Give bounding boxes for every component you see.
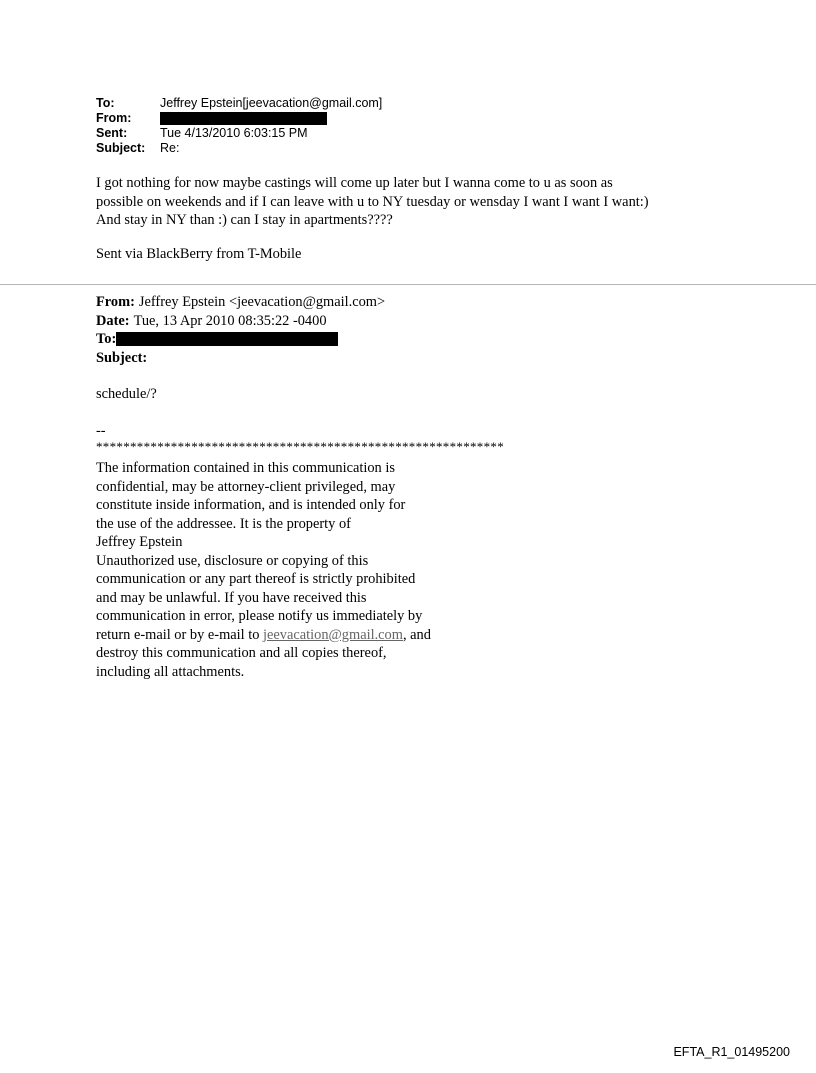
subject-row	[96, 141, 382, 156]
disclaimer-line: The information contained in this communication is	[96, 460, 395, 476]
sent-label: Sent:	[96, 126, 128, 140]
to-value: Jeffrey Epstein[jeevacation@gmail.com]	[160, 96, 383, 110]
message-divider	[0, 284, 816, 285]
document-id: EFTA_R1_01495200	[673, 1045, 790, 1059]
quoted-subject-row	[96, 349, 385, 368]
quoted-from-value: Jeffrey Epstein <jeevacation@gmail.com>	[138, 294, 386, 310]
disclaimer-text: return e-mail or by e-mail to	[96, 626, 264, 643]
message-line-3: And stay in NY than :) can I stay in apartments????	[96, 212, 393, 228]
quoted-date-value: Tue, 13 Apr 2010 08:35:22 -0400	[133, 312, 327, 329]
quoted-to-row	[96, 330, 385, 349]
disclaimer-line-with-link	[96, 626, 431, 645]
redaction-bar	[116, 332, 338, 346]
quoted-date-row	[96, 312, 385, 331]
disclaimer-line: Jeffrey Epstein	[96, 534, 183, 550]
disclaimer-line: communication in error, please notify us immediately by	[96, 608, 423, 624]
quoted-from-label: From:	[96, 294, 135, 310]
quoted-date-label: Date:	[96, 312, 130, 329]
quoted-to-label: To:	[96, 331, 117, 347]
disclaimer-line: communication or any part thereof is strictly prohibited	[96, 571, 416, 587]
message-signature: Sent via BlackBerry from T-Mobile	[96, 246, 302, 262]
message-line-1: I got nothing for now maybe castings will come up later but I wanna come to u as soon as	[96, 175, 613, 191]
to-label: To:	[96, 96, 115, 110]
email-header	[96, 96, 382, 156]
signature-dashes: --	[96, 423, 106, 439]
signature-stars: ************************************************************	[96, 439, 504, 454]
disclaimer-line: confidential, may be attorney-client privileged, may	[96, 478, 396, 495]
subject-value: Re:	[160, 141, 180, 155]
quoted-from-row	[96, 293, 385, 312]
disclaimer-line: the use of the addressee. It is the property of	[96, 515, 351, 532]
quoted-subject-label: Subject:	[96, 349, 148, 366]
message-line-2: possible on weekends and if I can leave with u to NY tuesday or wensday I want I want I want:)	[96, 193, 649, 210]
redaction-bar	[160, 112, 327, 125]
from-label: From:	[96, 111, 132, 125]
to-row	[96, 96, 382, 111]
disclaimer-text: , and	[402, 626, 431, 643]
disclaimer-line: Unauthorized use, disclosure or copying of this	[96, 552, 369, 569]
quoted-header	[96, 293, 385, 367]
disclaimer-line: destroy this communication and all copies thereof,	[96, 645, 387, 661]
disclaimer-line: including all attachments.	[96, 663, 245, 680]
sent-row	[96, 126, 382, 141]
disclaimer-line: and may be unlawful. If you have received this	[96, 589, 367, 606]
confidentiality-disclaimer	[96, 459, 431, 681]
disclaimer-line: constitute inside information, and is intended only for	[96, 497, 406, 513]
quoted-body: schedule/?	[96, 386, 157, 402]
from-row	[96, 111, 382, 126]
email-link[interactable]: jeevacation@gmail.com	[263, 626, 403, 643]
subject-label: Subject:	[96, 141, 146, 155]
sent-value: Tue 4/13/2010 6:03:15 PM	[160, 126, 308, 140]
